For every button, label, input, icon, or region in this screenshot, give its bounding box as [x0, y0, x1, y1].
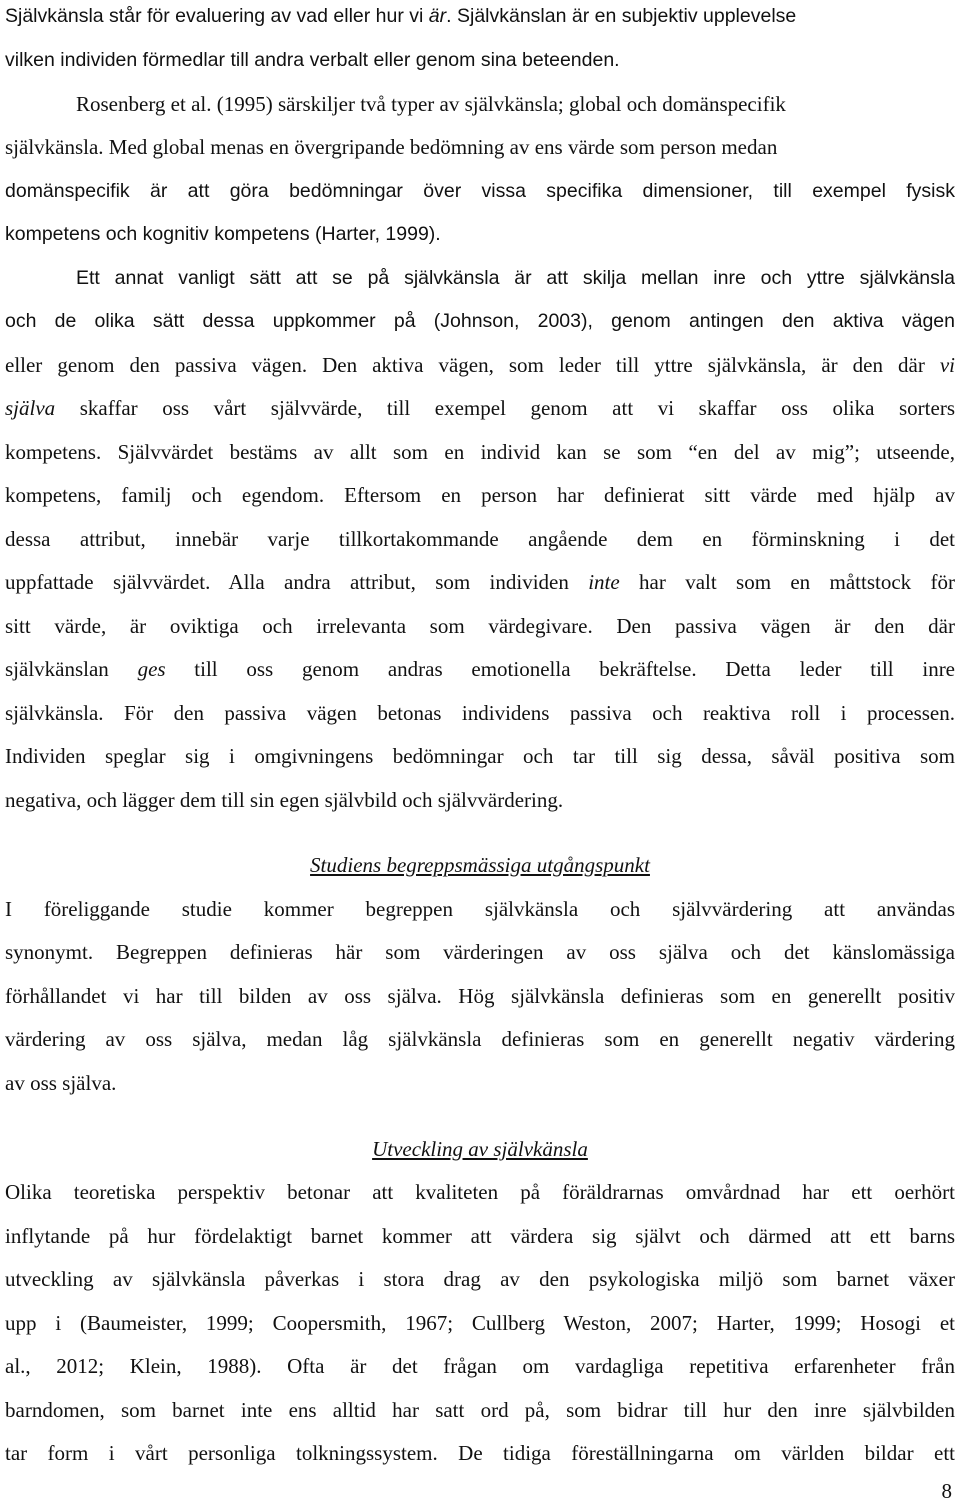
text-span: . Självkänslan är en subjektiv upplevelse [446, 5, 797, 27]
italic-text: inte [588, 570, 620, 594]
text-line [5, 568, 955, 596]
text-line: Olika teoretiska perspektiv betonar att kvaliteten på föräldrarnas omvårdnad har ett oerhört [5, 1180, 955, 1204]
section-heading: Studiens begreppsmässiga utgångspunkt [310, 853, 650, 877]
text-line: negativa, och lägger dem till sin egen självbild och självvärdering. [5, 788, 564, 812]
text-line: barndomen, som barnet inte ens alltid har satt ord på, som bidrar till hur den inre självbilden [5, 1398, 955, 1422]
text-line [5, 655, 955, 683]
text-span: har valt som en måttstock för [619, 570, 955, 594]
text-line: av oss själva. [5, 1071, 117, 1095]
text-line: kompetens. Självvärdet bestäms av allt som en individ kan se som “en del av mig”; utseende, [5, 440, 955, 464]
text-line [5, 351, 955, 379]
text-span: eller genom den passiva vägen. Den aktiva vägen, som leder till yttre självkänsla, är den där [5, 353, 940, 377]
italic-text: vi [939, 353, 955, 377]
text-line: vilken individen förmedlar till andra verbalt eller genom sina beteenden. [5, 49, 620, 71]
italic-text: själva [5, 396, 56, 420]
text-line: dessa attribut, innebär varje tillkortakommande angående dem en förminskning i det [5, 527, 955, 551]
text-span: uppfattade självvärdet. Alla andra attribut, som individen [5, 570, 589, 594]
text-line [5, 133, 955, 161]
text-line: Individen speglar sig i omgivningens bedömningar och tar till sig dessa, såväl positiva som [5, 744, 955, 768]
italic-text: ges [137, 657, 166, 681]
text-line: utveckling av självkänsla påverkas i stora drag av den psykologiska miljö som barnet växer [5, 1267, 955, 1291]
text-line [5, 2, 955, 30]
text-line: synonymt. Begreppen definieras här som värderingen av oss själva och det känslomässiga [5, 940, 955, 964]
text-line: inflytande på hur fördelaktigt barnet kommer att värdera sig självt och därmed att ett barns [5, 1224, 955, 1248]
text-line: sitt värde, är oviktiga och irrelevanta som värdegivare. Den passiva vägen är den där [5, 614, 955, 638]
text-span: självkänslan [5, 657, 138, 681]
page-number: 8 [941, 1479, 952, 1503]
text-line: kompetens, familj och egendom. Eftersom en person har definierat sitt värde med hjälp av [5, 483, 955, 507]
text-span: självkänsla. Med global menas en övergripande bedömning av ens värde som person medan [5, 135, 778, 159]
text-line: självkänsla. För den passiva vägen betonas individens passiva och reaktiva roll i processen. [5, 701, 955, 725]
text-line: I föreliggande studie kommer begreppen självkänsla och självvärdering att användas [5, 897, 955, 921]
text-line: tar form i vårt personliga tolkningssystem. De tidiga föreställningarna om världen bildar ett [5, 1441, 955, 1465]
text-span: Självkänsla står för evaluering av vad eller hur vi [5, 5, 429, 27]
italic-text: är [428, 5, 447, 27]
text-line: al., 2012; Klein, 1988). Ofta är det frågan om vardagliga repetitiva erfarenheter från [5, 1354, 955, 1378]
text-span: till oss genom andras emotionella bekräftelse. Detta leder till inre [165, 657, 956, 681]
text-line [5, 394, 955, 422]
text-line: kompetens och kognitiv kompetens (Harter, 1999). [5, 223, 441, 245]
text-line: domänspecifik är att göra bedömningar över vissa specifika dimensioner, till exempel fysisk [5, 180, 955, 202]
text-span: skaffar oss vårt självvärde, till exempel genom att vi skaffar oss olika sorters [55, 396, 955, 420]
text-line: förhållandet vi har till bilden av oss själva. Hög självkänsla definieras som en generellt positiv [5, 984, 955, 1008]
section-heading: Utveckling av självkänsla [372, 1137, 588, 1161]
text-line: upp i (Baumeister, 1999; Coopersmith, 1967; Cullberg Weston, 2007; Harter, 1999; Hosogi et [5, 1311, 955, 1335]
text-line: värdering av oss själva, medan låg självkänsla definieras som en generellt negativ värdering [5, 1027, 955, 1051]
text-line: Ett annat vanligt sätt att se på självkänsla är att skilja mellan inre och yttre självkänsla [76, 267, 955, 289]
text-line: och de olika sätt dessa uppkommer på (Johnson, 2003), genom antingen den aktiva vägen [5, 310, 955, 332]
text-line: Rosenberg et al. (1995) särskiljer två typer av självkänsla; global och domänspecifik [76, 92, 786, 116]
